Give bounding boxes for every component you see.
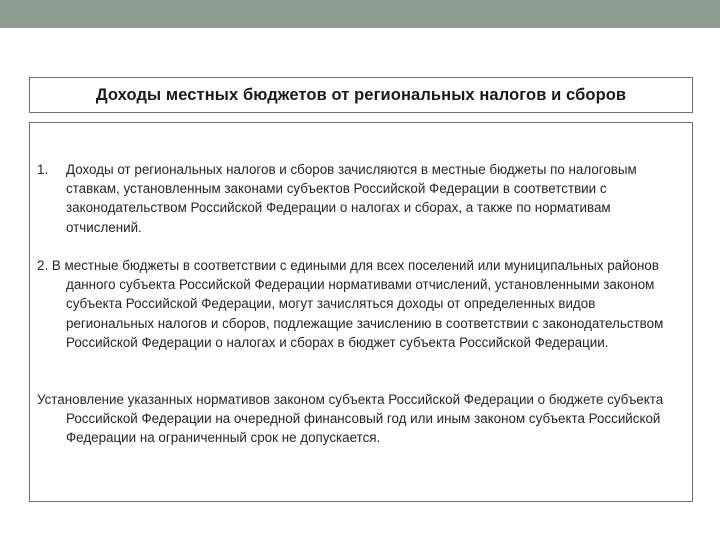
paragraph-1-number: 1. [37, 162, 49, 177]
paragraph-3: Установление указанных нормативов законом субъекта Российской Федерации о бюджете субъекта Российской Федерации на очередной финансовый год или иным законом субъекта Российской Федерации на ограниченный срок не допускается. [37, 392, 664, 446]
slide-title: Доходы местных бюджетов от региональных налогов и сборов [95, 85, 627, 104]
top-accent-band [0, 0, 720, 28]
paragraph-1-text: Доходы от региональных налогов и сборов зачисляются в местные бюджеты по налоговым ставкам, установленным законами субъектов Российской Федерации в соответствии с законодательством Российской Федерации о налогах и сборах, а также по нормативам отчислений. [66, 162, 637, 235]
paragraph-2: 2. В местные бюджеты в соответствии с едиными для всех поселений или муниципальных районов данного субъекта Российской Федерации нормативами отчислений, установленными законом субъекта Российской Федерации, могут зачисляться доходы от определенных видов региональных налогов и сборов, подлежащие зачислению в соответствии с законодательством Российской Федерации о налогах и сборах в бюджет субъекта Российской Федерации. [37, 258, 664, 350]
title-box [29, 77, 693, 113]
paragraph-1 [37, 160, 682, 237]
